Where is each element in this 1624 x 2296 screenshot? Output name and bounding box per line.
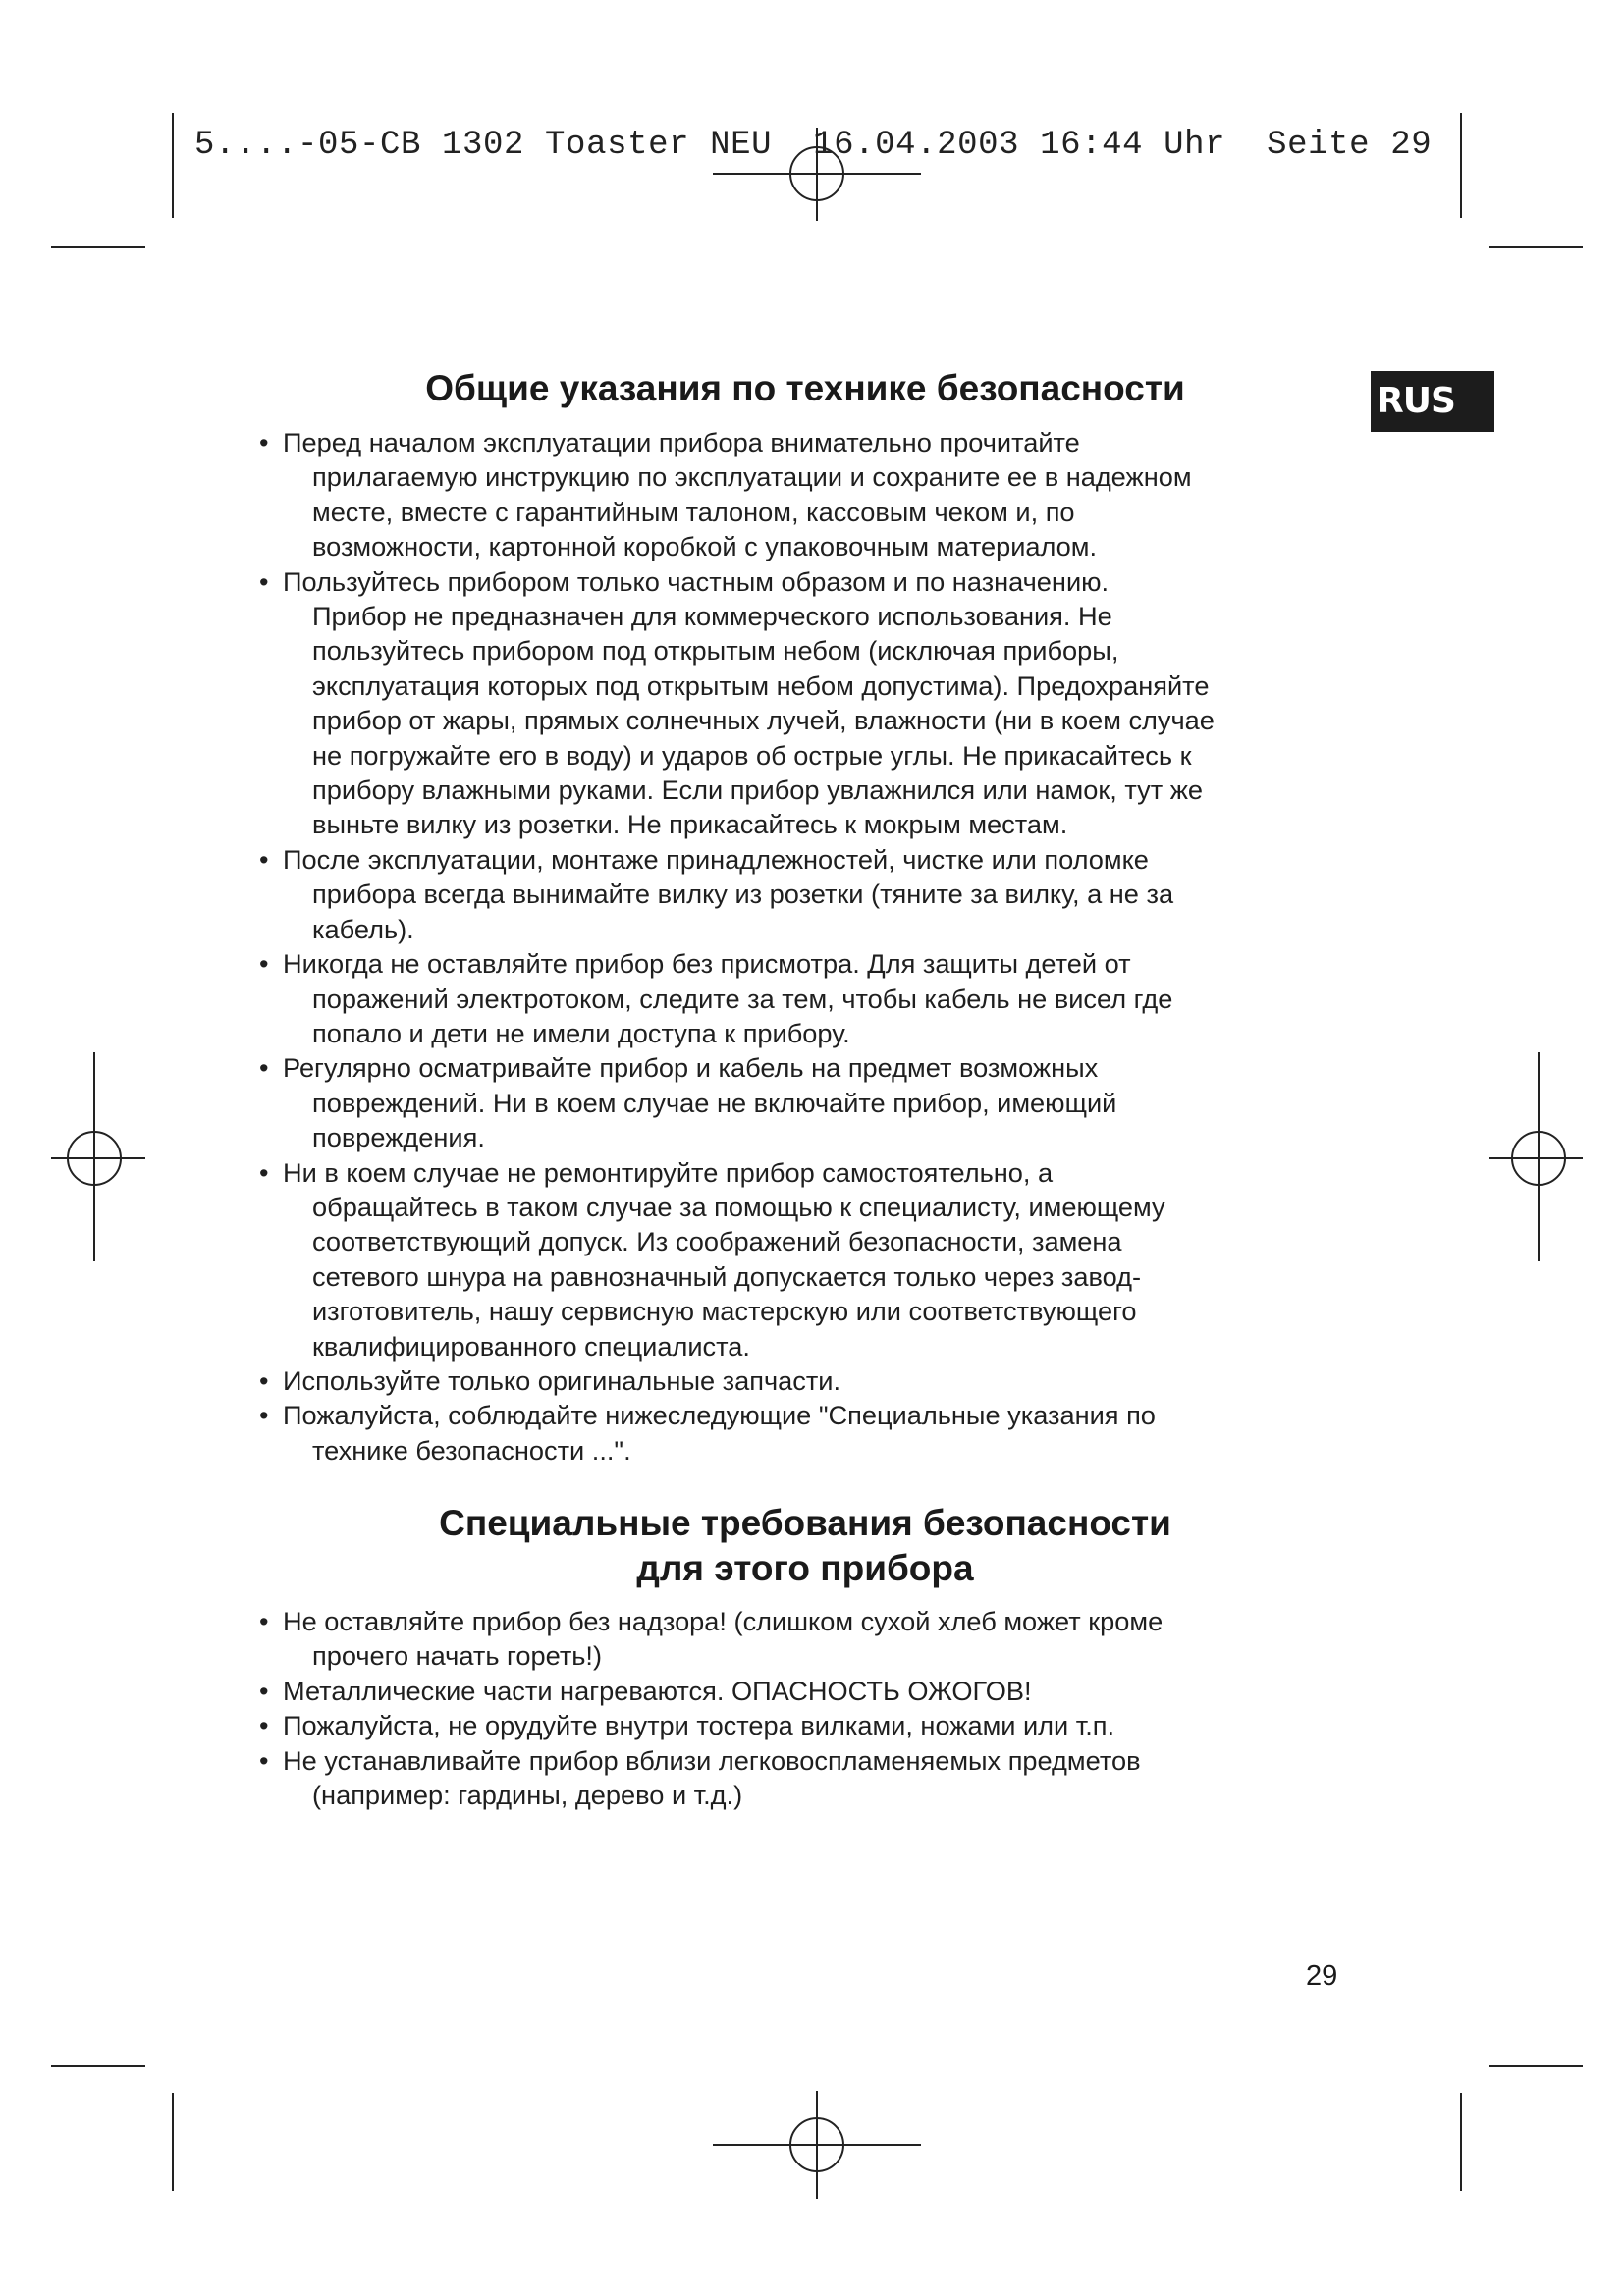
bullet-icon: • <box>259 1606 269 1636</box>
general-safety-item <box>259 1155 1359 1363</box>
list-item-line: прилагаемую инструкцию по эксплуатации и сохраните ее в надежном <box>312 461 1192 493</box>
general-safety-item <box>259 425 1359 564</box>
general-safety-item <box>259 1363 1359 1398</box>
list-item-line: выньте вилку из розетки. Не прикасайтесь к мокрым местам. <box>312 809 1068 840</box>
list-item-line: сетевого шнура на равнозначный допускается только через завод- <box>312 1260 1142 1292</box>
list-item-line: После эксплуатации, монтаже принадлежностей, чистке или поломке <box>283 843 1149 875</box>
list-item-line: кабель). <box>312 913 414 944</box>
list-item-line: квалифицированного специалиста. <box>312 1330 750 1362</box>
section-title-special-safety-line2: для этого прибора <box>636 1548 974 1588</box>
list-item-line: обращайтесь в таком случае за помощью к специалисту, имеющему <box>312 1191 1165 1222</box>
list-item-line: возможности, картонной коробкой с упаковочным материалом. <box>312 531 1098 562</box>
general-safety-item <box>259 1398 1359 1468</box>
list-item-line: изготовитель, нашу сервисную мастерскую или соответствующего <box>312 1296 1137 1327</box>
list-item-line: месте, вместе с гарантийным талоном, кассовым чеком и, по <box>312 496 1075 527</box>
registration-target-bottom <box>713 2091 921 2199</box>
bullet-icon: • <box>259 565 269 597</box>
section-title-special-safety <box>236 1501 1375 1591</box>
list-item-line: Металлические части нагреваются. ОПАСНОСТЬ ОЖОГОВ! <box>283 1675 1032 1706</box>
general-safety-item <box>259 842 1359 946</box>
list-item-line: Не устанавливайте прибор вблизи легковоспламеняемых предметов <box>283 1744 1141 1776</box>
list-item-line: поражений электротоком, следите за тем, чтобы кабель не висел где <box>312 983 1173 1014</box>
language-tab: RUS <box>1371 371 1494 432</box>
general-safety-item <box>259 564 1359 842</box>
bullet-icon: • <box>259 1156 269 1188</box>
special-safety-item <box>259 1674 1359 1708</box>
bullet-icon: • <box>259 1744 269 1776</box>
list-item-line: прибору влажными руками. Если прибор увлажнился или намок, тут же <box>312 774 1204 806</box>
section-title-general-safety: Общие указания по технике безопасности <box>425 368 1185 408</box>
general-safety-list <box>259 425 1359 1468</box>
list-item-line: Пожалуйста, не орудуйте внутри тостера вилками, ножами или т.п. <box>283 1710 1115 1741</box>
list-item-line: Прибор не предназначен для коммерческого использования. Не <box>312 601 1112 632</box>
general-safety-item <box>259 946 1359 1050</box>
registration-target-right <box>1489 1052 1583 1261</box>
bullet-icon: • <box>259 1710 269 1741</box>
list-item-line: повреждения. <box>312 1122 485 1153</box>
list-item-line: Ни в коем случае не ремонтируйте прибор самостоятельно, а <box>283 1156 1054 1188</box>
list-item-line: технике безопасности ...". <box>312 1434 631 1466</box>
list-item-line: пользуйтесь прибором под открытым небом (исключая приборы, <box>312 635 1119 667</box>
special-safety-item <box>259 1604 1359 1674</box>
list-item-line: прибора всегда вынимайте вилку из розетки (тяните за вилку, а не за <box>312 879 1174 910</box>
list-item-line: Не оставляйте прибор без надзора! (слишком сухой хлеб может кроме <box>283 1606 1164 1636</box>
list-item-line: повреждений. Ни в коем случае не включайте прибор, имеющий <box>312 1087 1117 1118</box>
print-header-slug: 5....-05-CB 1302 Toaster NEU 16.04.2003 16:44 Uhr Seite 29 <box>194 127 1433 164</box>
list-item-line: Регулярно осматривайте прибор и кабель на предмет возможных <box>283 1052 1099 1084</box>
bullet-icon: • <box>259 1364 269 1396</box>
list-item-line: (например: гардины, дерево и т.д.) <box>312 1780 743 1811</box>
list-item-line: Пользуйтесь прибором только частным образом и по назначению. <box>283 565 1110 597</box>
bullet-icon: • <box>259 1675 269 1706</box>
list-item-line: эксплуатация которых под открытым небом допустима). Предохраняйте <box>312 669 1210 701</box>
special-safety-item <box>259 1708 1359 1742</box>
bullet-icon: • <box>259 948 269 980</box>
bullet-icon: • <box>259 1052 269 1084</box>
list-item-line: прибор от жары, прямых солнечных лучей, влажности (ни в коем случае <box>312 705 1215 736</box>
special-safety-list <box>259 1604 1359 1812</box>
bullet-icon: • <box>259 1400 269 1431</box>
special-safety-item <box>259 1743 1359 1813</box>
bullet-icon: • <box>259 843 269 875</box>
list-item-line: соответствующий допуск. Из соображений безопасности, замена <box>312 1226 1122 1257</box>
list-item-line: попало и дети не имели доступа к прибору. <box>312 1017 850 1048</box>
list-item-line: не погружайте его в воду) и ударов об острые углы. Не прикасайтесь к <box>312 739 1192 771</box>
bullet-icon: • <box>259 427 269 457</box>
section-title-special-safety-line1: Специальные требования безопасности <box>439 1503 1171 1543</box>
list-item-line: прочего начать гореть!) <box>312 1640 603 1672</box>
general-safety-item <box>259 1050 1359 1154</box>
page-number: 29 <box>1306 1960 1338 1992</box>
list-item-line: Перед началом эксплуатации прибора внимательно прочитайте <box>283 427 1080 457</box>
registration-target-left <box>51 1052 145 1261</box>
list-item-line: Пожалуйста, соблюдайте нижеследующие "Специальные указания по <box>283 1400 1156 1431</box>
list-item-line: Используйте только оригинальные запчасти. <box>283 1364 841 1396</box>
list-item-line: Никогда не оставляйте прибор без присмотра. Для защиты детей от <box>283 948 1131 980</box>
